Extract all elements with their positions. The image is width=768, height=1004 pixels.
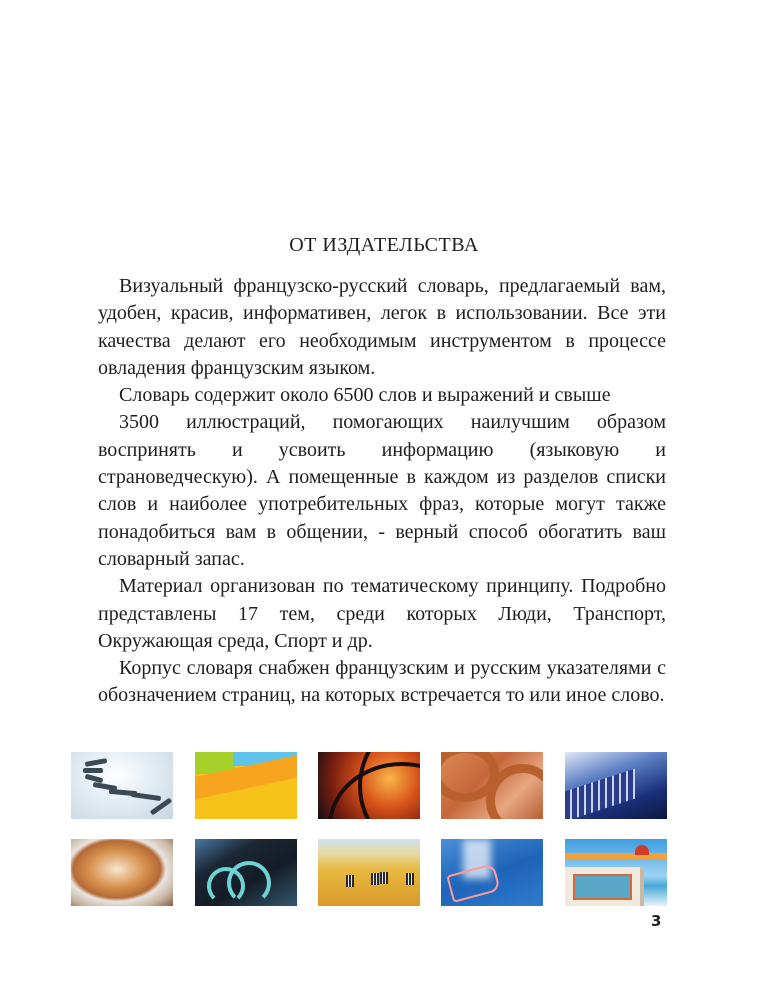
thumbnail-cappuccino [71, 839, 173, 906]
paragraph-2: Словарь содержит около 6500 слов и выражений и свыше [119, 384, 611, 407]
thumbnail-pretzels [441, 752, 543, 819]
page-number: 3 [651, 912, 662, 930]
thumbnail-yellow-fabric [195, 752, 297, 819]
thumbnail-car-dashboard [195, 839, 297, 906]
body-text [98, 273, 666, 710]
thumbnail-zebras-savanna [318, 839, 420, 906]
thumbnail-sneaker-sky [441, 839, 543, 906]
thumbnail-surf-van [565, 839, 667, 906]
paragraph-1: Визуальный французско-русский словарь, предлагаемый вам, удобен, красив, информативен, легок в использовании. Все эти качества делают его необходимым инструментом в процессе овладения французским языком. [98, 275, 666, 379]
thumbnail-laptop [565, 752, 667, 819]
paragraph-3: 3500 иллюстраций, помогающих наилучшим образом воспринять и усвоить информацию (языковую и страноведческую). А помещенные в каждом из разделов списки слов и наиболее употребительных фраз, которые могут также понадобиться вам в общении, - верный способ обогатить ваш словарный запас. [98, 411, 666, 570]
paragraph-4: Материал организован по тематическому принципу. Подробно представлены 17 тем, среди которых Люди, Транспорт, Окружающая среда, Спорт и др. [98, 575, 666, 652]
thumbnail-spiral-staircase [71, 752, 173, 819]
thumbnail-basketball [318, 752, 420, 819]
page-title: ОТ ИЗДАТЕЛЬСТВА [289, 234, 479, 256]
paragraph-5: Корпус словаря снабжен французским и русским указателями с обозначением страниц, на которых встречается то или иное слово. [98, 657, 666, 707]
